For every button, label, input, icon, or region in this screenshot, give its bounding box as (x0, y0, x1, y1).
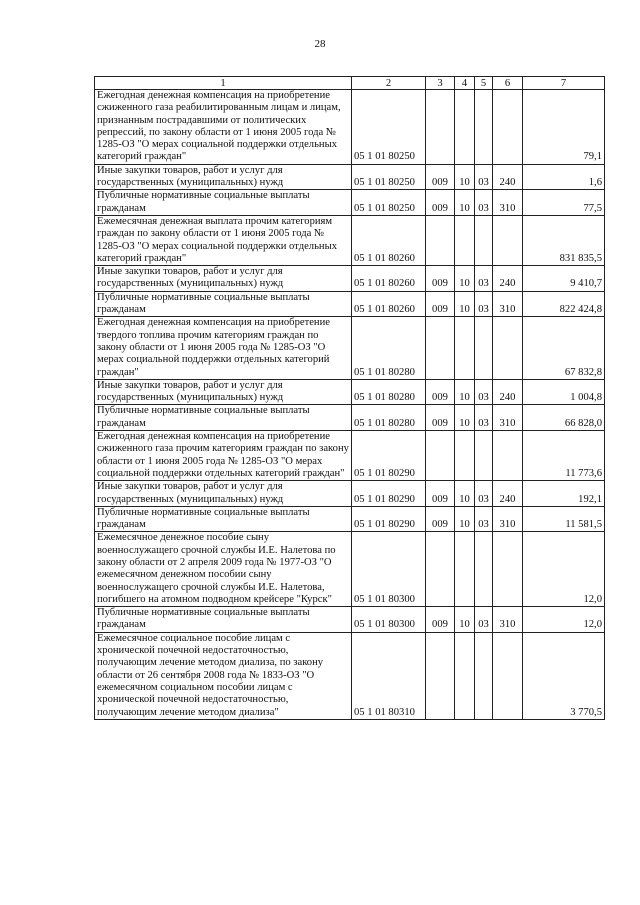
table-row (95, 431, 605, 481)
header-cell-name: 1 (95, 77, 352, 90)
row-sum: 12,0 (523, 607, 605, 633)
header-row (95, 77, 605, 90)
row-name: Публичные нормативные социальные выплаты гражданам (95, 405, 352, 431)
row-grbs-code (426, 532, 455, 607)
row-vr-code: 310 (493, 607, 523, 633)
row-sum: 12,0 (523, 532, 605, 607)
row-csr-code: 05 1 01 80260 (352, 291, 426, 317)
row-pr-code: 03 (475, 291, 493, 317)
row-rz-code (455, 215, 475, 265)
header-cell-vr: 6 (493, 77, 523, 90)
table-row (95, 532, 605, 607)
row-grbs-code: 009 (426, 379, 455, 405)
table-row (95, 405, 605, 431)
row-rz-code (455, 632, 475, 719)
row-rz-code: 10 (455, 607, 475, 633)
row-rz-code (455, 317, 475, 379)
row-sum: 1,6 (523, 164, 605, 190)
row-csr-code: 05 1 01 80290 (352, 431, 426, 481)
row-sum: 67 832,8 (523, 317, 605, 379)
row-vr-code (493, 90, 523, 165)
table-row (95, 632, 605, 719)
row-sum: 9 410,7 (523, 266, 605, 292)
row-rz-code: 10 (455, 506, 475, 532)
row-pr-code: 03 (475, 379, 493, 405)
row-vr-code: 240 (493, 266, 523, 292)
row-csr-code: 05 1 01 80260 (352, 215, 426, 265)
row-csr-code: 05 1 01 80290 (352, 506, 426, 532)
row-rz-code: 10 (455, 190, 475, 216)
row-name: Публичные нормативные социальные выплаты гражданам (95, 506, 352, 532)
row-name: Иные закупки товаров, работ и услуг для государственных (муниципальных) нужд (95, 164, 352, 190)
table-row (95, 90, 605, 165)
row-grbs-code: 009 (426, 164, 455, 190)
row-pr-code (475, 532, 493, 607)
row-grbs-code: 009 (426, 607, 455, 633)
row-grbs-code: 009 (426, 266, 455, 292)
row-vr-code: 240 (493, 379, 523, 405)
row-name: Публичные нормативные социальные выплаты гражданам (95, 190, 352, 216)
row-rz-code: 10 (455, 379, 475, 405)
table-row (95, 379, 605, 405)
row-name: Ежегодная денежная компенсация на приобретение сжиженного газа реабилитированным лицам и лицам, признанным пострадавшими от политических репрессий, по закону области от 1 июня 2005 года № 1285-ОЗ "О мерах социальной поддержки отдельных категорий граждан" (95, 90, 352, 165)
row-pr-code (475, 431, 493, 481)
table-row (95, 164, 605, 190)
row-sum: 11 773,6 (523, 431, 605, 481)
row-rz-code (455, 532, 475, 607)
table-row (95, 266, 605, 292)
table-row (95, 190, 605, 216)
row-name: Иные закупки товаров, работ и услуг для государственных (муниципальных) нужд (95, 266, 352, 292)
table-row (95, 215, 605, 265)
row-pr-code: 03 (475, 164, 493, 190)
row-sum: 192,1 (523, 481, 605, 507)
header-cell-csr: 2 (352, 77, 426, 90)
row-pr-code (475, 632, 493, 719)
row-pr-code: 03 (475, 266, 493, 292)
header-cell-grbs: 3 (426, 77, 455, 90)
row-name: Ежегодная денежная компенсация на приобретение сжиженного газа прочим категориям граждан по закону области от 1 июня 2005 года № 1285-ОЗ "О мерах социальной поддержки отдельных категорий граждан" (95, 431, 352, 481)
row-vr-code (493, 632, 523, 719)
row-csr-code: 05 1 01 80280 (352, 317, 426, 379)
row-vr-code (493, 215, 523, 265)
table-row (95, 506, 605, 532)
row-csr-code: 05 1 01 80300 (352, 607, 426, 633)
table-row (95, 607, 605, 633)
table-row (95, 481, 605, 507)
row-grbs-code (426, 90, 455, 165)
row-rz-code: 10 (455, 164, 475, 190)
row-rz-code: 10 (455, 266, 475, 292)
table-row (95, 291, 605, 317)
row-name: Ежемесячное социальное пособие лицам с хронической почечной недостаточностью, получающим лечение методом диализа, по закону области от 26 сентября 2008 года № 1833-ОЗ "О ежемесячном социальном пособии лицам с хронической почечной недостаточностью, получающим лечение методом диализа" (95, 632, 352, 719)
row-csr-code: 05 1 01 80250 (352, 90, 426, 165)
row-sum: 79,1 (523, 90, 605, 165)
row-vr-code: 310 (493, 190, 523, 216)
row-pr-code: 03 (475, 607, 493, 633)
row-vr-code (493, 317, 523, 379)
row-grbs-code: 009 (426, 405, 455, 431)
row-vr-code: 310 (493, 405, 523, 431)
row-sum: 831 835,5 (523, 215, 605, 265)
row-csr-code: 05 1 01 80310 (352, 632, 426, 719)
row-grbs-code: 009 (426, 481, 455, 507)
row-rz-code (455, 431, 475, 481)
row-rz-code: 10 (455, 291, 475, 317)
row-rz-code (455, 90, 475, 165)
row-pr-code: 03 (475, 190, 493, 216)
row-vr-code: 240 (493, 164, 523, 190)
table-row (95, 317, 605, 379)
header-cell-sum: 7 (523, 77, 605, 90)
row-vr-code: 310 (493, 291, 523, 317)
row-sum: 66 828,0 (523, 405, 605, 431)
row-csr-code: 05 1 01 80250 (352, 164, 426, 190)
row-pr-code (475, 215, 493, 265)
row-rz-code: 10 (455, 481, 475, 507)
row-csr-code: 05 1 01 80300 (352, 532, 426, 607)
row-rz-code: 10 (455, 405, 475, 431)
row-grbs-code: 009 (426, 506, 455, 532)
page-number: 28 (314, 38, 326, 50)
row-pr-code: 03 (475, 405, 493, 431)
row-name: Публичные нормативные социальные выплаты гражданам (95, 291, 352, 317)
row-sum: 3 770,5 (523, 632, 605, 719)
row-vr-code (493, 532, 523, 607)
row-pr-code (475, 317, 493, 379)
row-pr-code: 03 (475, 506, 493, 532)
row-grbs-code: 009 (426, 190, 455, 216)
row-vr-code: 240 (493, 481, 523, 507)
row-name: Ежемесячное денежное пособие сыну военнослужащего срочной службы И.Е. Налетова по закону области от 2 апреля 2009 года № 1977-ОЗ "О ежемесячном денежном пособии сыну военнослужащего срочной службы И.Е. Налетова, погибшего на атомном подводном крейсере "Курск" (95, 532, 352, 607)
row-csr-code: 05 1 01 80290 (352, 481, 426, 507)
header-cell-rz: 4 (455, 77, 475, 90)
row-pr-code (475, 90, 493, 165)
header-cell-pr: 5 (475, 77, 493, 90)
row-csr-code: 05 1 01 80260 (352, 266, 426, 292)
row-sum: 11 581,5 (523, 506, 605, 532)
row-pr-code: 03 (475, 481, 493, 507)
row-grbs-code (426, 215, 455, 265)
row-name: Иные закупки товаров, работ и услуг для государственных (муниципальных) нужд (95, 481, 352, 507)
budget-table (94, 76, 605, 720)
row-sum: 822 424,8 (523, 291, 605, 317)
row-name: Ежемесячная денежная выплата прочим категориям граждан по закону области от 1 июня 2005 года № 1285-ОЗ "О мерах социальной поддержки отдельных категорий граждан" (95, 215, 352, 265)
row-grbs-code (426, 317, 455, 379)
row-name: Ежегодная денежная компенсация на приобретение твердого топлива прочим категориям граждан по закону области от 1 июня 2005 года № 1285-ОЗ "О мерах социальной поддержки отдельных категорий граждан" (95, 317, 352, 379)
row-grbs-code: 009 (426, 291, 455, 317)
row-name: Публичные нормативные социальные выплаты гражданам (95, 607, 352, 633)
row-csr-code: 05 1 01 80250 (352, 190, 426, 216)
row-sum: 77,5 (523, 190, 605, 216)
row-csr-code: 05 1 01 80280 (352, 379, 426, 405)
row-vr-code (493, 431, 523, 481)
row-grbs-code (426, 632, 455, 719)
row-csr-code: 05 1 01 80280 (352, 405, 426, 431)
row-grbs-code (426, 431, 455, 481)
row-vr-code: 310 (493, 506, 523, 532)
row-sum: 1 004,8 (523, 379, 605, 405)
row-name: Иные закупки товаров, работ и услуг для государственных (муниципальных) нужд (95, 379, 352, 405)
